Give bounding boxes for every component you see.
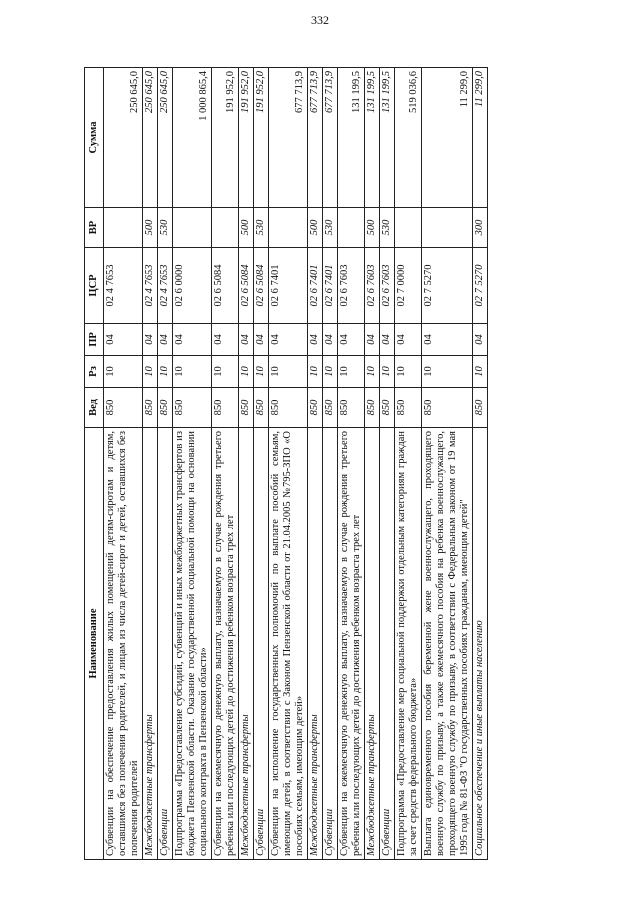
budget-table: [84, 67, 488, 860]
cell-vr: [212, 208, 239, 248]
cell-pr: 04: [308, 324, 323, 356]
cell-vr: 530: [254, 208, 269, 248]
table-row: [380, 68, 395, 860]
table-row: [173, 68, 212, 860]
cell-ved: 850: [254, 388, 269, 428]
cell-name: Межбюджетные трансферты: [239, 428, 254, 860]
cell-rz: 10: [380, 356, 395, 388]
header-rz: Рз: [85, 356, 104, 388]
cell-name: Выплата единовременного пособия беременной жене военнослужащего, проходящего военную службу по призыву, а также ежемесячного пособия на ребенка военнослужащего, проходящего военную службу по призыву, в соответствии с Федеральным законом от 19 мая 1995 года № 81-ФЗ "О государственных пособиях гражданам, имеющим детей": [422, 428, 473, 860]
rotated-table-wrapper: [84, 68, 556, 860]
cell-vr: 530: [323, 208, 338, 248]
cell-rz: 10: [143, 356, 158, 388]
cell-vr: 500: [239, 208, 254, 248]
cell-ved: 850: [395, 388, 422, 428]
header-vr: ВР: [85, 208, 104, 248]
cell-csr: 02 4 7653: [158, 248, 173, 324]
cell-sum: 250 645,0: [104, 68, 143, 208]
cell-rz: 10: [269, 356, 308, 388]
cell-rz: 10: [338, 356, 365, 388]
cell-vr: [104, 208, 143, 248]
table-row: [239, 68, 254, 860]
table-body: [104, 68, 488, 860]
cell-pr: 04: [254, 324, 269, 356]
cell-csr: 02 4 7653: [104, 248, 143, 324]
table-row: [254, 68, 269, 860]
cell-pr: 04: [104, 324, 143, 356]
table-row: [143, 68, 158, 860]
cell-rz: 10: [308, 356, 323, 388]
cell-pr: 04: [473, 324, 488, 356]
cell-ved: 850: [143, 388, 158, 428]
cell-pr: 04: [395, 324, 422, 356]
cell-ved: 850: [365, 388, 380, 428]
cell-ved: 850: [173, 388, 212, 428]
cell-ved: 850: [212, 388, 239, 428]
cell-csr: 02 6 5084: [254, 248, 269, 324]
table-row: [269, 68, 308, 860]
cell-pr: 04: [269, 324, 308, 356]
cell-sum: 677 713,9: [308, 68, 323, 208]
cell-name: Субвенции: [380, 428, 395, 860]
table-row: [365, 68, 380, 860]
cell-pr: 04: [173, 324, 212, 356]
cell-ved: 850: [239, 388, 254, 428]
cell-sum: 519 036,6: [395, 68, 422, 208]
cell-name: Межбюджетные трансферты: [365, 428, 380, 860]
cell-sum: 1 000 865,4: [173, 68, 212, 208]
cell-rz: 10: [395, 356, 422, 388]
cell-sum: 131 199,5: [365, 68, 380, 208]
cell-pr: 04: [323, 324, 338, 356]
table-header-row: [85, 68, 104, 860]
cell-ved: 850: [338, 388, 365, 428]
cell-rz: 10: [473, 356, 488, 388]
cell-vr: 300: [473, 208, 488, 248]
cell-ved: 850: [104, 388, 143, 428]
cell-vr: 500: [308, 208, 323, 248]
cell-pr: 04: [143, 324, 158, 356]
header-ved: Вед: [85, 388, 104, 428]
cell-rz: 10: [104, 356, 143, 388]
cell-rz: 10: [173, 356, 212, 388]
cell-pr: 04: [212, 324, 239, 356]
table-row: [323, 68, 338, 860]
table-row: [473, 68, 488, 860]
cell-vr: [395, 208, 422, 248]
cell-pr: 04: [380, 324, 395, 356]
cell-ved: 850: [422, 388, 473, 428]
cell-sum: 250 645,0: [143, 68, 158, 208]
cell-name: Подпрограмма «Предоставление мер социальной поддержки отдельным категориям граждан за счет средств федерального бюджета»: [395, 428, 422, 860]
header-name: Наименование: [85, 428, 104, 860]
cell-csr: 02 6 7603: [380, 248, 395, 324]
cell-name: Подпрограмма «Предоставление субсидий, субвенций и иных межбюджетных трансфертов из бюджета Пензенской области. Оказание государственной социальной помощи на основании социального контракта в Пензенской области»: [173, 428, 212, 860]
cell-csr: 02 6 7401: [323, 248, 338, 324]
cell-vr: [173, 208, 212, 248]
cell-ved: 850: [380, 388, 395, 428]
cell-rz: 10: [158, 356, 173, 388]
cell-name: Межбюджетные трансферты: [143, 428, 158, 860]
cell-pr: 04: [365, 324, 380, 356]
cell-name: Субвенции на ежемесячную денежную выплату, назначаемую в случае рождения третьего ребенка или последующих детей до достижения ребенком возраста трех лет: [338, 428, 365, 860]
cell-ved: 850: [308, 388, 323, 428]
cell-name: Субвенции: [158, 428, 173, 860]
header-sum: Сумма: [85, 68, 104, 208]
cell-name: Субвенции: [254, 428, 269, 860]
cell-vr: [422, 208, 473, 248]
cell-csr: 02 6 0000: [173, 248, 212, 324]
cell-csr: 02 7 5270: [473, 248, 488, 324]
table-row: [212, 68, 239, 860]
table-row: [104, 68, 143, 860]
cell-ved: 850: [158, 388, 173, 428]
cell-vr: [269, 208, 308, 248]
page-number: 332: [311, 13, 329, 27]
rotated-content: [84, 68, 556, 860]
cell-csr: 02 6 7603: [365, 248, 380, 324]
table-row: [338, 68, 365, 860]
cell-csr: 02 7 5270: [422, 248, 473, 324]
cell-name: Субвенции на исполнение государственных полномочий по выплате пособий семьям, имеющим детей, в соответствии с Законом Пензенской области от 21.04.2005 №795-ЗПО «О пособиях семьям, имеющим детей»: [269, 428, 308, 860]
cell-csr: 02 6 7401: [308, 248, 323, 324]
header-pr: ПР: [85, 324, 104, 356]
cell-sum: 131 199,5: [380, 68, 395, 208]
cell-name: Субвенции на ежемесячную денежную выплату, назначаемую в случае рождения третьего ребенка или последующих детей до достижения ребенком возраста трех лет: [212, 428, 239, 860]
cell-sum: 677 713,9: [323, 68, 338, 208]
cell-pr: 04: [338, 324, 365, 356]
cell-sum: 250 645,0: [158, 68, 173, 208]
cell-sum: 677 713,9: [269, 68, 308, 208]
cell-sum: 191 952,0: [254, 68, 269, 208]
cell-name: Субвенции на обеспечение предоставления жилых помещений детям-сиротам и детям, оставшимся без попечения родителей, и лицам из числа детей-сирот и детей, оставшихся без попечения родителей: [104, 428, 143, 860]
cell-ved: 850: [473, 388, 488, 428]
cell-vr: 530: [158, 208, 173, 248]
cell-rz: 10: [323, 356, 338, 388]
cell-rz: 10: [254, 356, 269, 388]
cell-pr: 04: [158, 324, 173, 356]
cell-vr: [338, 208, 365, 248]
cell-sum: 191 952,0: [239, 68, 254, 208]
cell-csr: 02 6 5084: [212, 248, 239, 324]
header-csr: ЦСР: [85, 248, 104, 324]
cell-pr: 04: [422, 324, 473, 356]
cell-csr: 02 6 7401: [269, 248, 308, 324]
table-row: [308, 68, 323, 860]
table-row: [422, 68, 473, 860]
cell-sum: 11 299,0: [473, 68, 488, 208]
cell-csr: 02 4 7653: [143, 248, 158, 324]
table-row: [395, 68, 422, 860]
cell-ved: 850: [323, 388, 338, 428]
cell-vr: 500: [143, 208, 158, 248]
cell-name: Межбюджетные трансферты: [308, 428, 323, 860]
cell-ved: 850: [269, 388, 308, 428]
cell-rz: 10: [239, 356, 254, 388]
cell-rz: 10: [212, 356, 239, 388]
cell-rz: 10: [422, 356, 473, 388]
cell-csr: 02 6 7603: [338, 248, 365, 324]
cell-name: Социальное обеспечение и иные выплаты населению: [473, 428, 488, 860]
cell-rz: 10: [365, 356, 380, 388]
cell-csr: 02 6 5084: [239, 248, 254, 324]
cell-vr: 530: [380, 208, 395, 248]
cell-pr: 04: [239, 324, 254, 356]
cell-name: Субвенции: [323, 428, 338, 860]
cell-sum: 191 952,0: [212, 68, 239, 208]
cell-vr: 500: [365, 208, 380, 248]
table-row: [158, 68, 173, 860]
cell-sum: 11 299,0: [422, 68, 473, 208]
cell-sum: 131 199,5: [338, 68, 365, 208]
cell-csr: 02 7 0000: [395, 248, 422, 324]
